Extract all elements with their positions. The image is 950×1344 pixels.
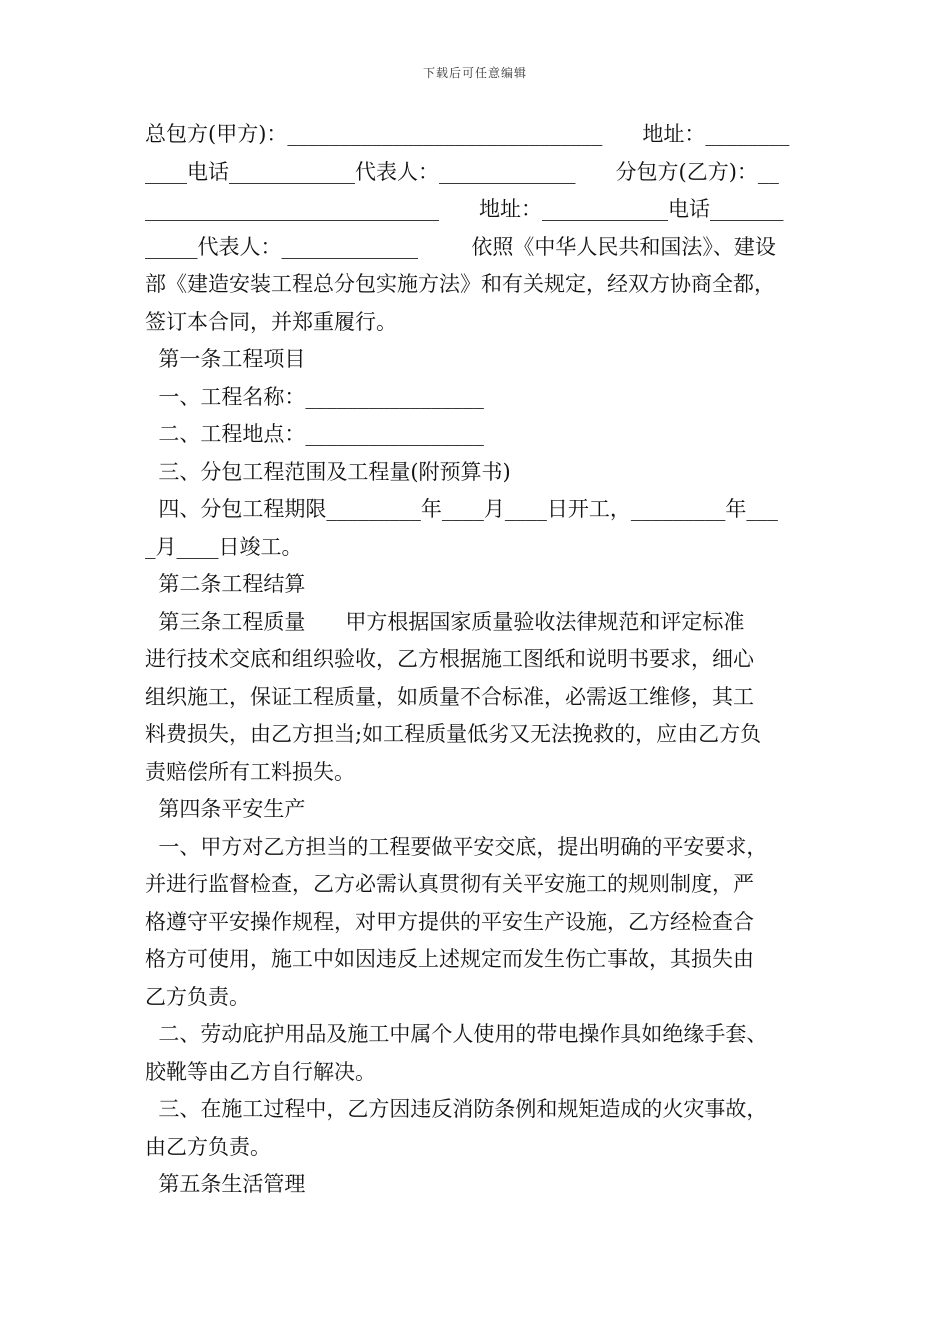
article-heading: 第五条生活管理 [145, 1172, 306, 1196]
doc-line: ____________________________ 地址：____________电话_______ [145, 197, 784, 221]
doc-line: 部《建造安装工程总分包实施方法》和有关规定，经双方协商全都， [145, 272, 775, 296]
page-header: 下载后可任意编辑 [422, 66, 527, 80]
doc-line: 胶靴等由乙方自行解决。 [145, 1059, 376, 1084]
article-heading: 第二条工程结算 [145, 572, 306, 596]
doc-line: 一、工程名称：_________________ [145, 384, 484, 409]
article-heading: 第三条工程质量 甲方根据国家质量验收法律规范和评定标准 [145, 609, 745, 634]
doc-line: 总包方(甲方)：______________________________ 地址：________ [145, 122, 790, 146]
doc-line: 组织施工，保证工程质量，如质量不合标准，必需返工维修，其工 [145, 684, 754, 709]
doc-line: 二、工程地点：_________________ [145, 422, 484, 446]
doc-line: 由乙方负责。 [145, 1134, 271, 1159]
doc-line: 料费损失，由乙方担当;如工程质量低劣又无法挽救的，应由乙方负 [145, 722, 762, 746]
doc-line: 一、甲方对乙方担当的工程要做平安交底，提出明确的平安要求， [145, 834, 768, 859]
doc-line: 进行技术交底和组织验收，乙方根据施工图纸和说明书要求，细心 [145, 647, 754, 671]
doc-line: 三、分包工程范围及工程量(附预算书) [145, 459, 511, 484]
article-heading: 第四条平安生产 [145, 797, 306, 821]
doc-line: 格遵守平安操作规程，对甲方提供的平安生产设施，乙方经检查合 [145, 909, 754, 934]
doc-line: 三、在施工过程中，乙方因违反消防条例和规矩造成的火灾事故， [145, 1097, 768, 1121]
doc-line: 并进行监督检查，乙方必需认真贯彻有关平安施工的规则制度，严 [145, 872, 754, 896]
doc-line: _____代表人：_____________ 依照《中华人民共和国法》、建设 [145, 234, 776, 259]
doc-line: 四、分包工程期限_________年____月____日开工，_________年___ [145, 497, 778, 521]
article-heading: 第一条工程项目 [145, 347, 306, 371]
doc-line: 签订本合同，并郑重履行。 [145, 309, 397, 334]
doc-line: _月____日竣工。 [145, 534, 303, 559]
doc-line: 乙方负责。 [145, 984, 250, 1009]
doc-line: ____电话____________代表人：_____________ 分包方(乙方)：__ [145, 159, 779, 184]
doc-line: 责赔偿所有工料损失。 [145, 759, 355, 784]
doc-line: 格方可使用，施工中如因违反上述规定而发生伤亡事故，其损失由 [145, 947, 754, 971]
document-body [145, 116, 825, 1204]
doc-line: 二、劳动庇护用品及施工中属个人使用的带电操作具如绝缘手套、 [145, 1022, 768, 1046]
